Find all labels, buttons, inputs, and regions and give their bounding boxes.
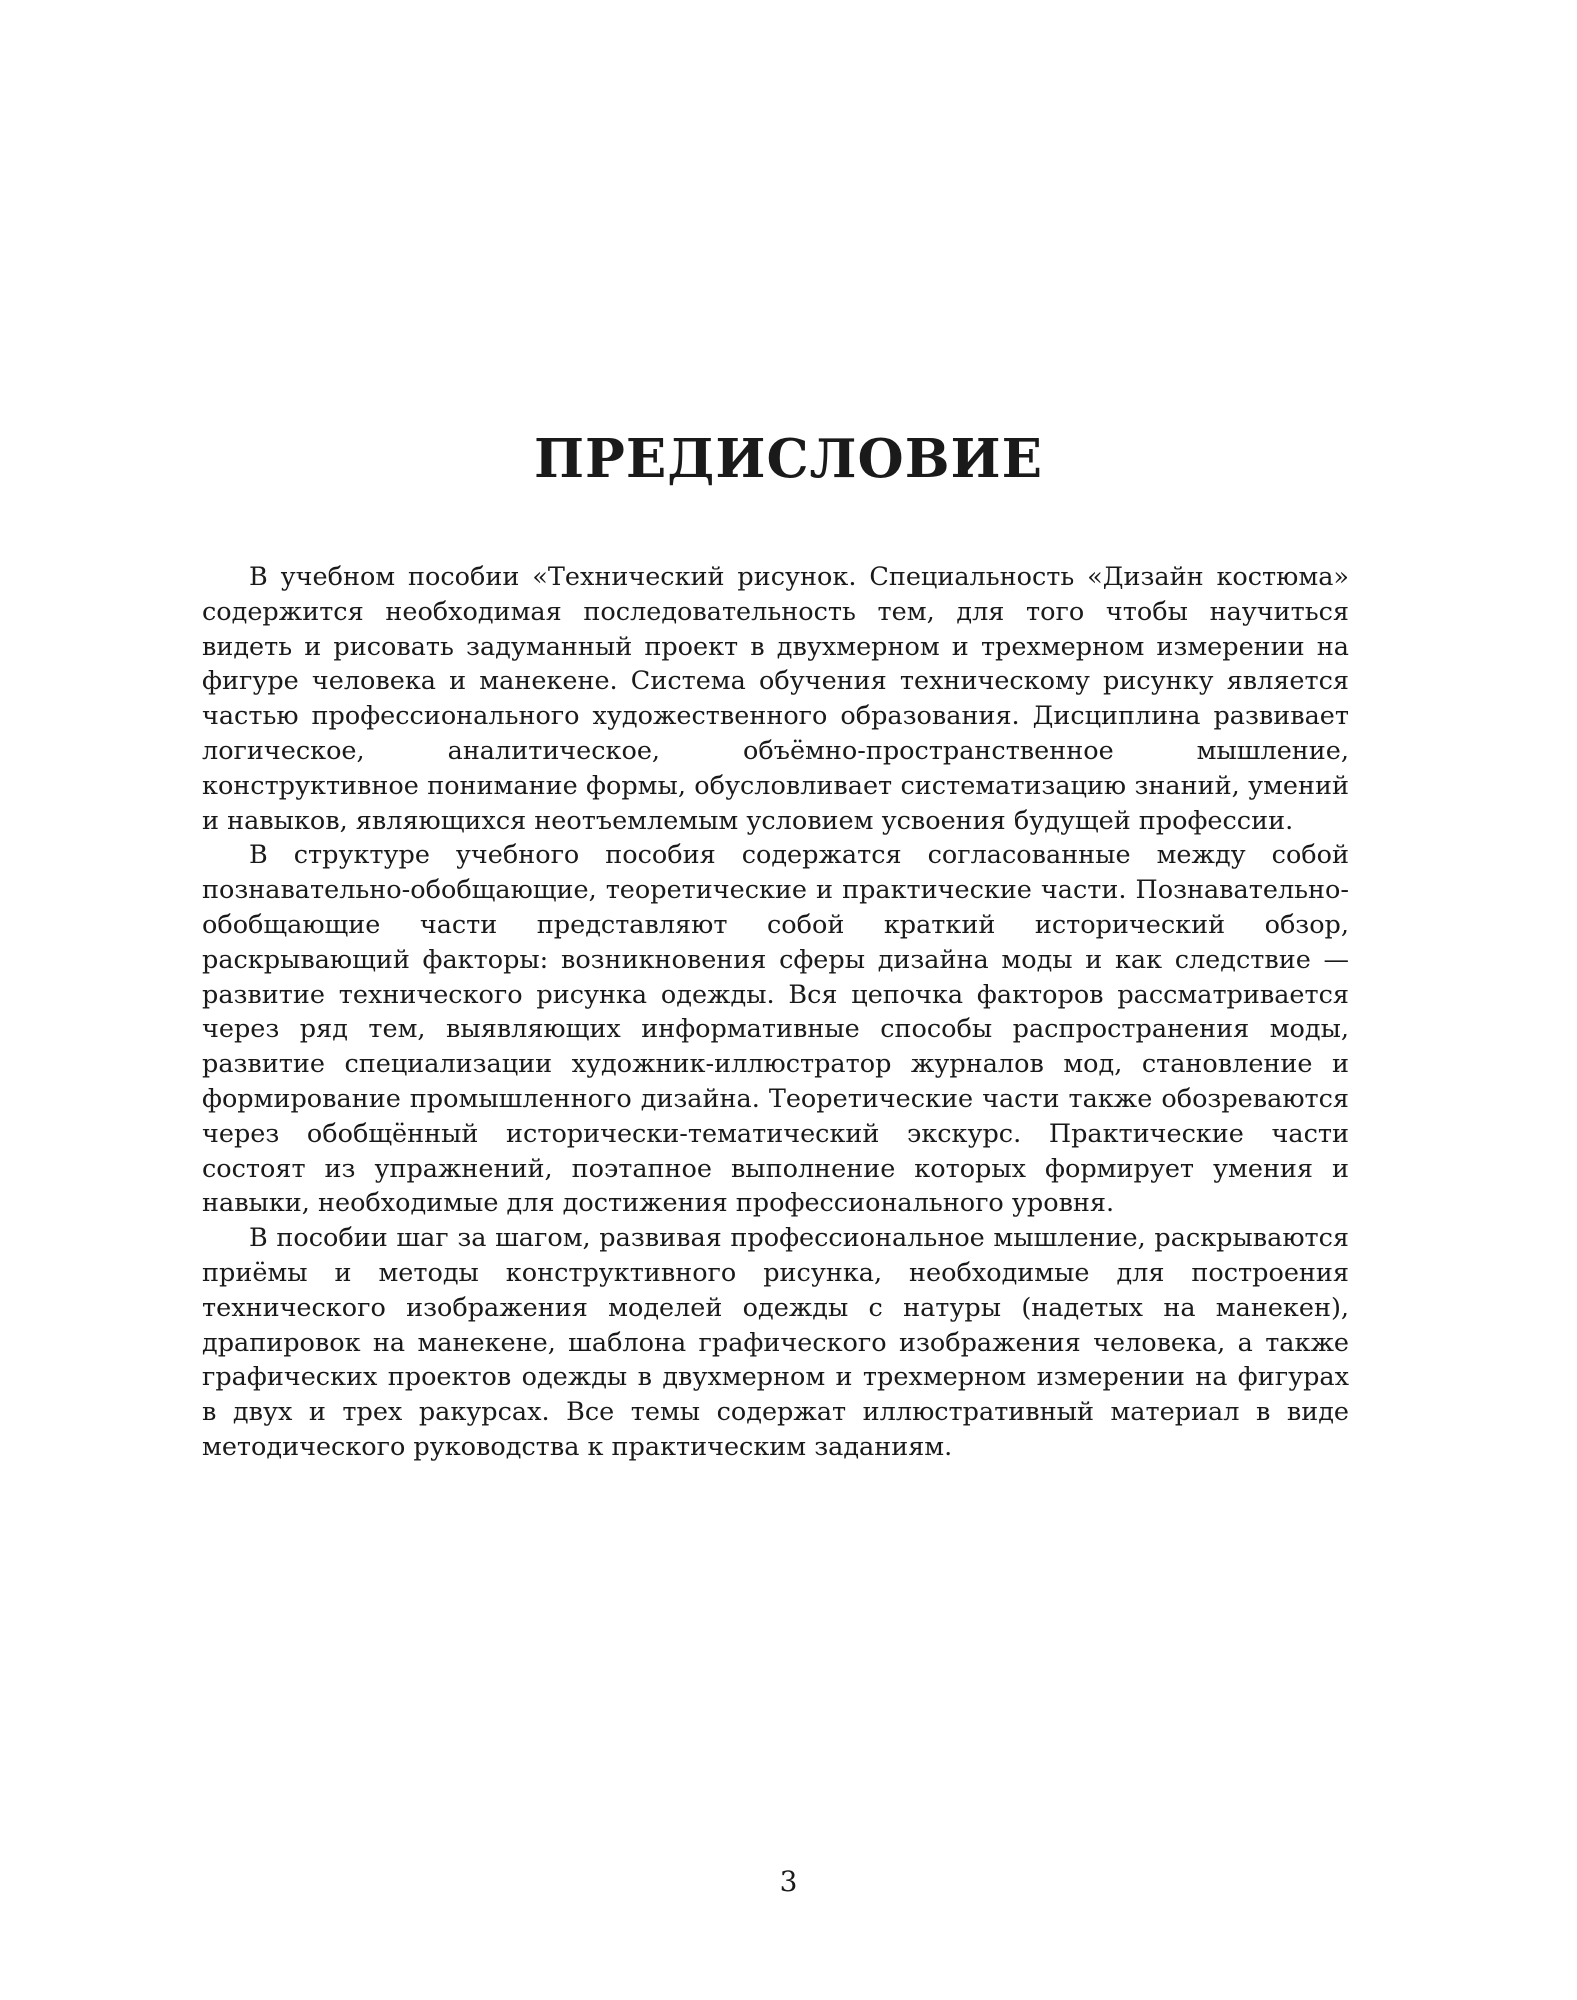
page-title: ПРЕДИСЛОВИЕ — [534, 428, 1043, 490]
page-number: 3 — [779, 1865, 798, 1898]
paragraph-1: В учебном пособии «Технический рисунок. Специальность «Дизайн костюма» содержится необходимая последовательность тем, для того чтобы научиться видеть и рисовать задуманный проект в двухмерном и трехмерном измерении на фигуре человека и манекене. Система обучения техническому рисунку является частью профессионального художественного образования. Дисциплина развивает логическое, аналитическое, объёмно-пространственное мышление, конструктивное понимание формы, обусловливает систематизацию знаний, умений и навыков, являющихся неотъемлемым условием усвоения будущей профессии. — [202, 562, 1349, 836]
paragraph-2: В структуре учебного пособия содержатся согласованные между собой познавательно-обобщающие, теоретические и практические части. Познавательно-обобщающие части представляют собой краткий исторический обзор, раскрывающий факторы: возникновения сферы дизайна моды и как следствие — развитие технического рисунка одежды. Вся цепочка факторов рассматривается через ряд тем, выявляющих информативные способы распространения моды, развитие специализации художник-иллюстратор журналов мод, становление и формирование промышленного дизайна. Теоретические части также обозреваются через обобщённый исторически-тематический экскурс. Практические части состоят из упражнений, поэтапное выполнение которых формирует умения и навыки, необходимые для достижения профессионального уровня. — [202, 840, 1349, 1219]
paragraph-3: В пособии шаг за шагом, развивая профессиональное мышление, раскрываются приёмы и методы конструктивного рисунка, необходимые для построения технического изображения моделей одежды с натуры (надетых на манекен), драпировок на манекене, шаблона графического изображения человека, а также графических проектов одежды в двухмерном и трехмерном измерении на фигурах в двух и трех ракурсах. Все темы содержат иллюстративный материал в виде методического руководства к практическим заданиям. — [202, 1223, 1349, 1462]
body-text — [202, 560, 1349, 1465]
